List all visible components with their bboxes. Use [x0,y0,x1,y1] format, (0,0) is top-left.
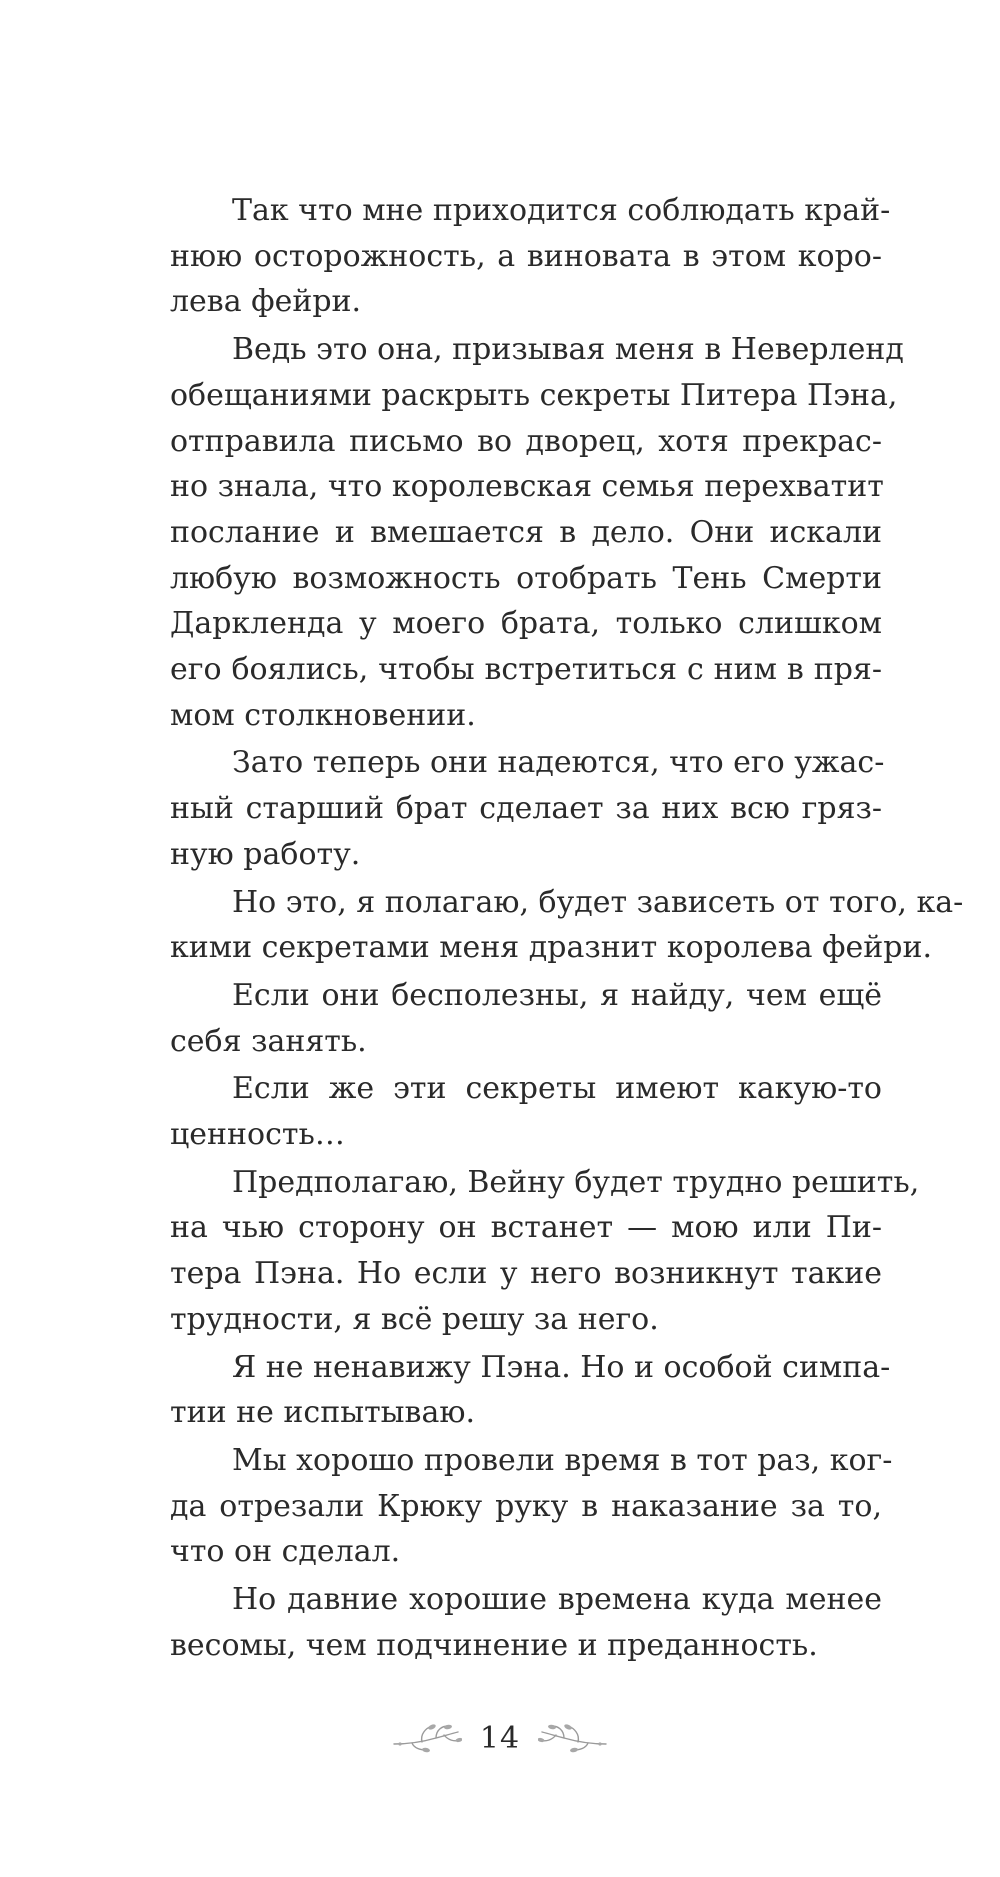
text-line: ную работу. [170,836,361,872]
text-line: Даркленда у моего брата, только слишком [170,606,882,642]
text-line: нюю осторожность, а виновата в этом коро- [170,238,882,274]
text-line: Но это, я полагаю, будет зависеть от того, ка- [232,884,964,920]
paragraph [170,740,885,877]
text-line: любую возможность отобрать Тень Смерти [170,560,882,596]
floral-ornament-right-icon [538,1720,608,1756]
page-number: 14 [479,1720,521,1756]
text-line: мом столкновении. [170,697,476,733]
paragraph [170,188,891,325]
paragraph [170,1577,882,1668]
paragraph [170,973,882,1064]
paragraph [170,1345,891,1436]
book-page-text [170,188,964,1671]
page-footer [0,1713,1000,1763]
text-line: себя занять. [170,1023,367,1059]
text-line: тии не испытываю. [170,1395,475,1431]
paragraph [170,1160,920,1343]
text-line: Так что мне приходится соблюдать край- [232,193,891,228]
text-line: Если же эти секреты имеют какую-то [232,1071,882,1107]
text-line: трудности, я всё решу за него. [170,1301,659,1337]
text-line: Если они бесполезны, я найду, чем ещё [232,977,882,1013]
text-line: послание и вмешается в дело. Они искали [170,514,882,550]
floral-ornament-left-icon [392,1720,462,1756]
text-line: ный старший брат сделает за них всю гряз- [170,791,882,827]
text-line: Но давние хорошие времена куда менее [232,1582,882,1618]
text-line: Я не ненавижу Пэна. Но и особой симпа- [232,1349,891,1385]
paragraph [170,1438,893,1575]
text-line: ценность… [170,1117,345,1153]
text-line: тера Пэна. Но если у него возникнут такие [170,1256,882,1292]
text-line: Ведь это она, призывая меня в Неверленд [232,332,904,368]
paragraph [170,1066,882,1157]
text-line: что он сделал. [170,1534,401,1570]
text-line: весомы, чем подчинение и преданность. [170,1627,818,1663]
paragraph [170,880,964,971]
text-line: Предполагаю, Вейну будет трудно решить, [232,1164,920,1200]
text-line: лева фейри. [170,284,362,320]
text-line: его боялись, чтобы встретиться с ним в пря- [170,652,882,688]
text-line: Мы хорошо провели время в тот раз, ког- [232,1442,893,1478]
text-line: кими секретами меня дразнит королева фейри. [170,930,932,966]
text-line: на чью сторону он встанет — мою или Пи- [170,1210,882,1246]
text-line: но знала, что королевская семья перехватит [170,469,884,505]
text-line: отправила письмо во дворец, хотя прекрас- [170,423,882,459]
text-line: Зато теперь они надеются, что его ужас- [232,745,885,781]
text-line: да отрезали Крюку руку в наказание за то, [170,1488,882,1524]
text-line: обещаниями раскрыть секреты Питера Пэна, [170,377,898,413]
paragraph [170,327,904,738]
